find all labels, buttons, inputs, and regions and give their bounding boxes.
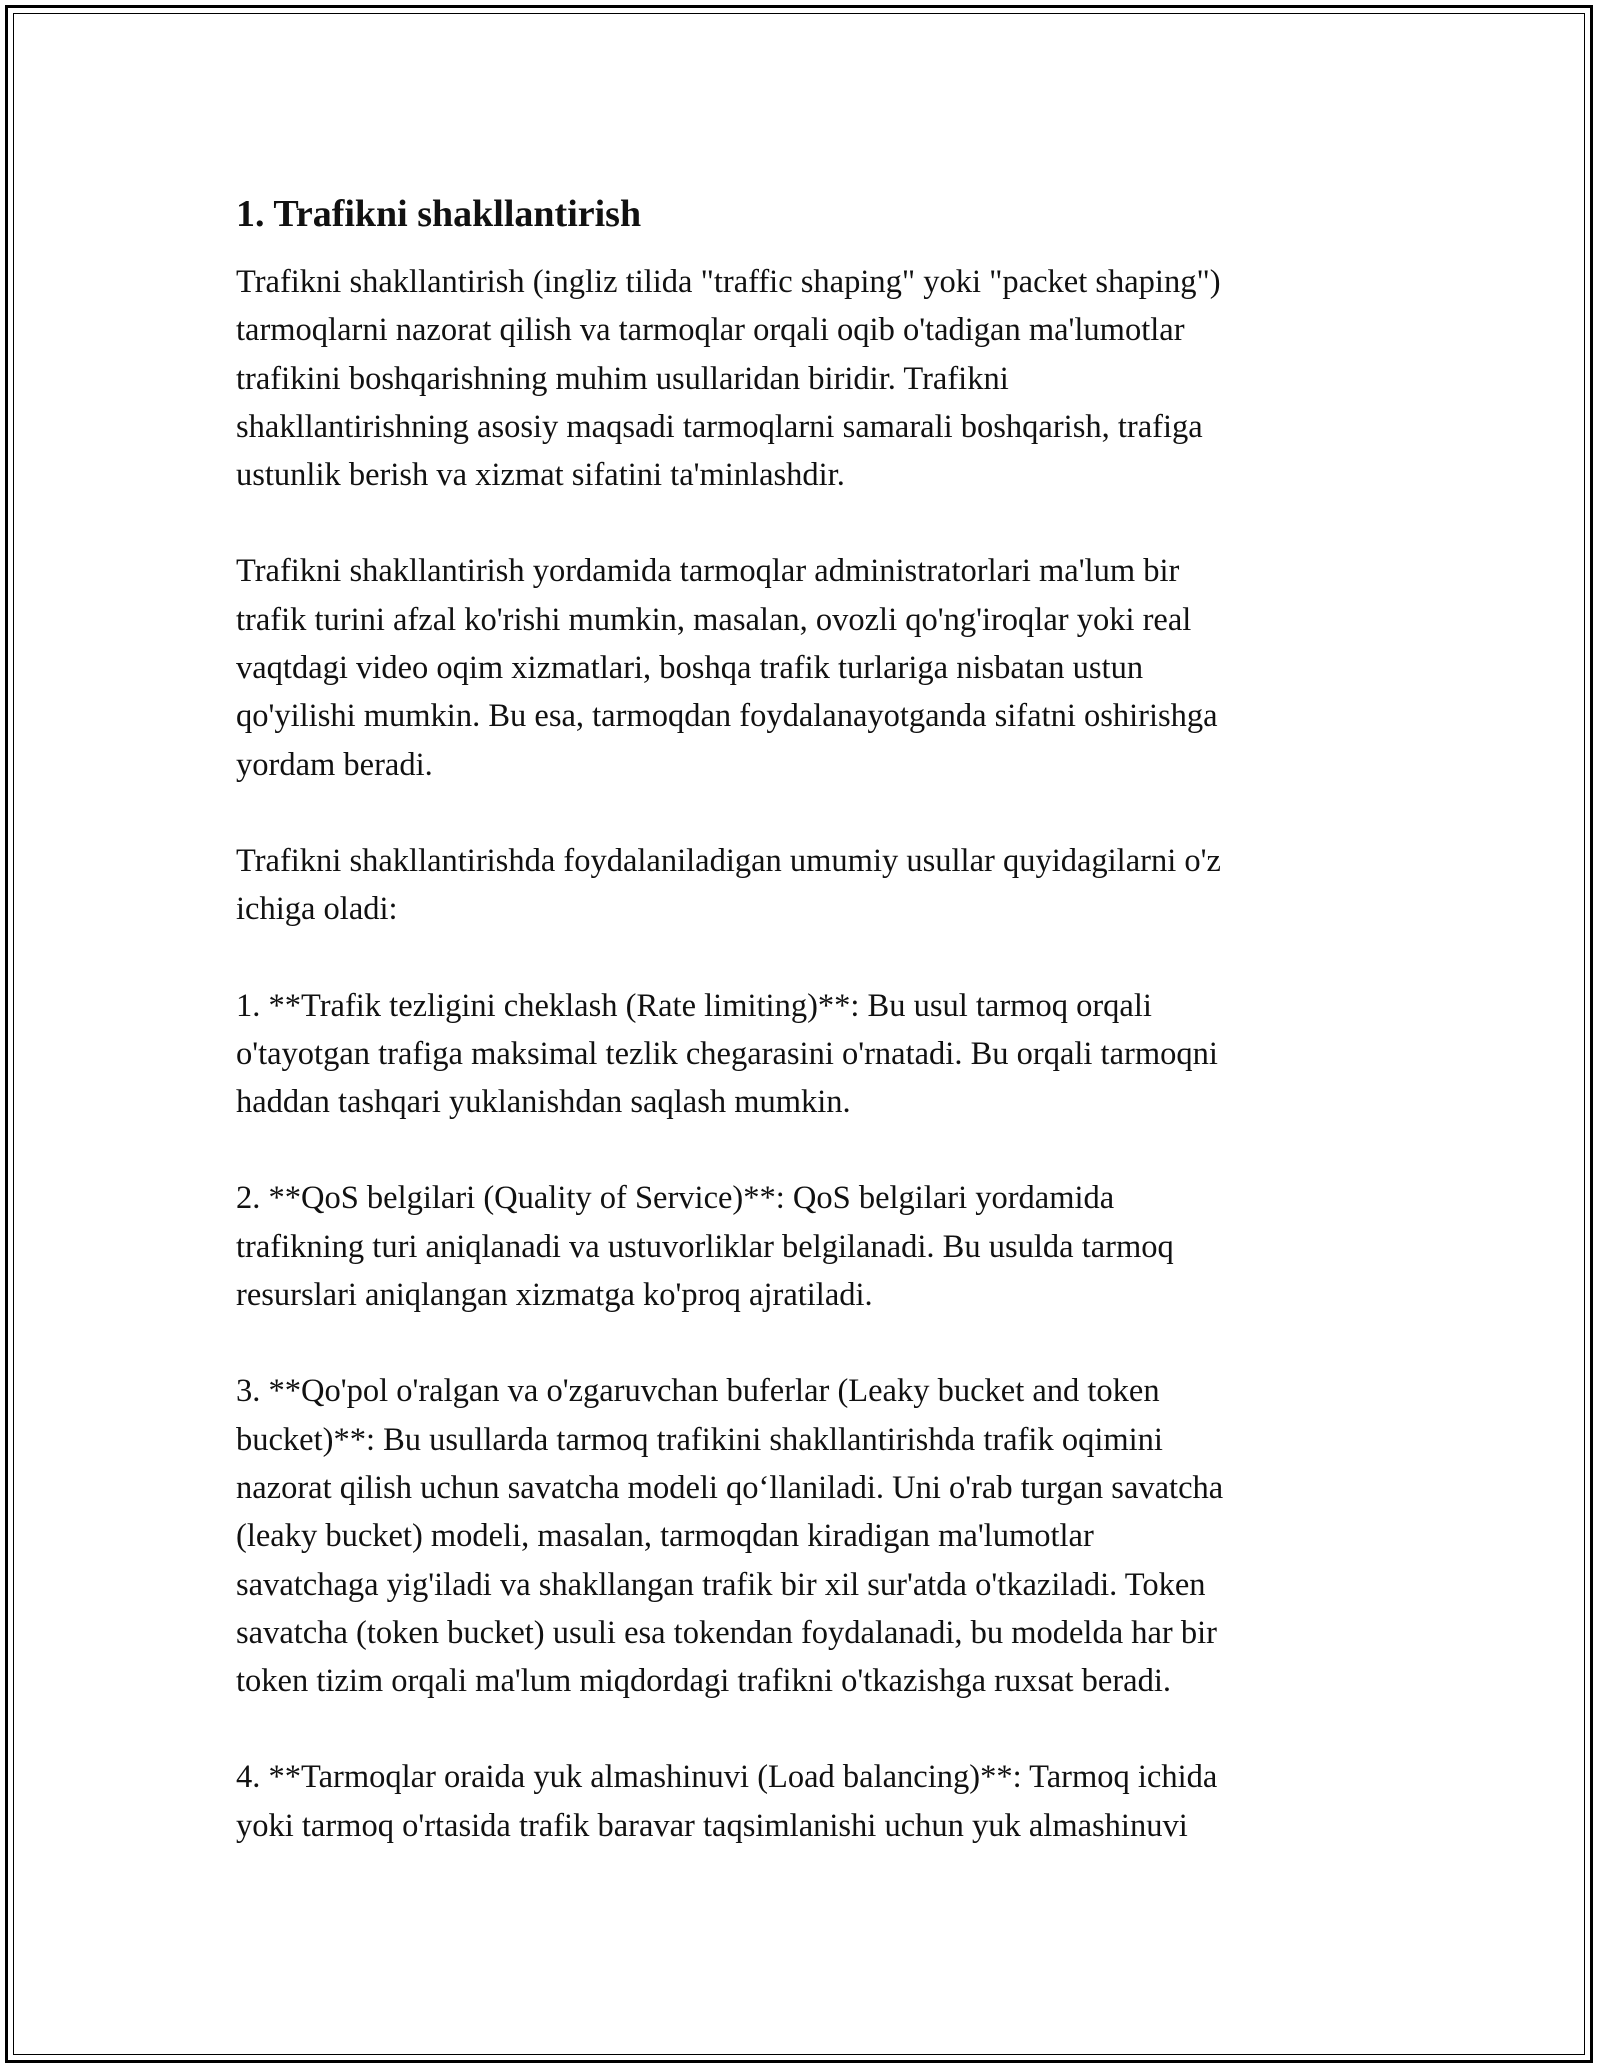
section-heading: 1. Trafikni shakllantirish <box>236 193 642 235</box>
paragraph-intro: Trafikni shakllantirish (ingliz tilida "traffic shaping" yoki "packet shaping") tarmoqlarni nazorat qilish va tarmoqlar orqali oqib o'tadigan ma'lumotlar trafikini boshqarishning muhim usullaridan biridir. Trafikni shakllantirishning asosiy maqsadi tarmoqlarni samarali boshqarish, trafiga ustunlik berish va xizmat sifatini ta'minlashdir. <box>236 264 1221 494</box>
paragraph-methods-intro: Trafikni shakllantirishda foydalaniladigan umumiy usullar quyidagilarni o'z ichiga oladi: <box>236 842 1221 928</box>
list-item-rate-limiting: 1. **Trafik tezligini cheklash (Rate limiting)**: Bu usul tarmoq orqali o'tayotgan trafiga maksimal tezlik chegarasini o'rnatadi. Bu orqali tarmoqni haddan tashqari yuklanishdan saqlash mumkin. <box>236 987 1218 1121</box>
list-item-qos: 2. **QoS belgilari (Quality of Service)**: QoS belgilari yordamida trafikning turi aniqlanadi va ustuvorliklar belgilanadi. Bu usulda tarmoq resurslari aniqlangan xizmatga ko'proq ajratiladi. <box>236 1180 1174 1314</box>
paragraph-administrators: Trafikni shakllantirish yordamida tarmoqlar administratorlari ma'lum bir trafik turini afzal ko'rishi mumkin, masalan, ovozli qo'ng'iroqlar yoki real vaqtdagi video oqim xizmatlari, boshqa trafik turlariga nisbatan ustun qo'yilishi mumkin. Bu esa, tarmoqdan foydalanayotganda sifatni oshirishga yordam beradi. <box>236 553 1218 783</box>
list-item-leaky-token-bucket: 3. **Qo'pol o'ralgan va o'zgaruvchan buferlar (Leaky bucket and token bucket)**: Bu usullarda tarmoq trafikini shakllantirishda trafik oqimini nazorat qilish uchun savatcha modeli qo‘llaniladi. Uni o'rab turgan savatcha (leaky bucket) modeli, masalan, tarmoqdan kiradigan ma'lumotlar savatchaga yig'iladi va shakllangan trafik bir xil sur'atda o'tkaziladi. Token savatcha (token bucket) usuli esa tokendan foydalanadi, bu modelda har bir token tizim orqali ma'lum miqdordagi trafikni o'tkazishga ruxsat beradi. <box>236 1373 1224 1700</box>
list-item-load-balancing: 4. **Tarmoqlar oraida yuk almashinuvi (Load balancing)**: Tarmoq ichida yoki tarmoq o'rtasida trafik baravar taqsimlanishi uchun yuk almashinuvi <box>236 1759 1218 1844</box>
document-body <box>236 184 1376 1850</box>
